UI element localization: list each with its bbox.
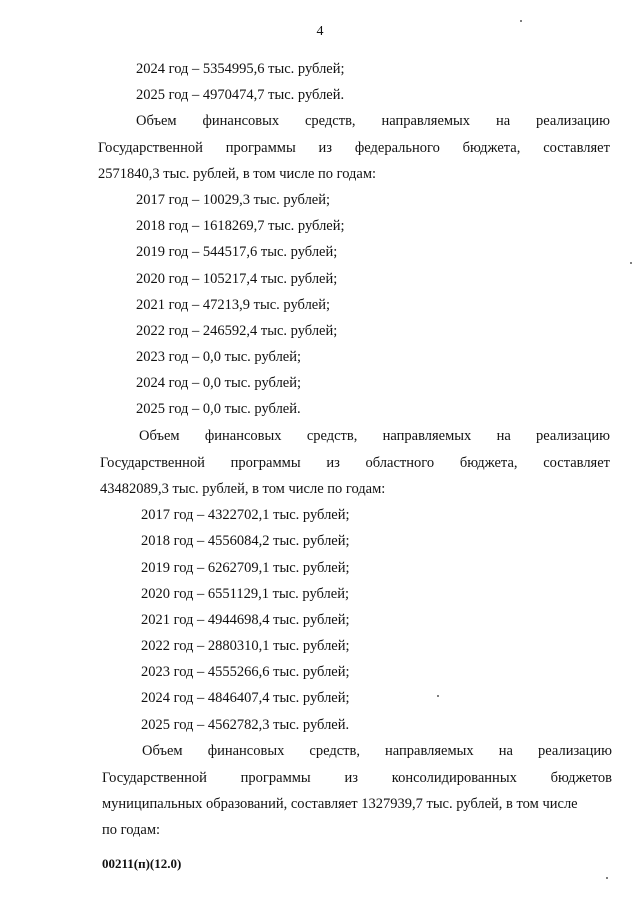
word: из <box>344 770 358 786</box>
list-item: 2025 год – 0,0 тыс. рублей. <box>136 401 301 417</box>
word: программы <box>225 140 296 156</box>
list-item: 2024 год – 0,0 тыс. рублей; <box>136 375 302 391</box>
list-item: 2022 год – 2880310,1 тыс. рублей; <box>141 638 350 654</box>
word: бюджетов <box>550 770 612 786</box>
federal-paragraph-line-3: 2571840,3 тыс. рублей, в том числе по годам: <box>98 166 377 182</box>
list-item: 2017 год – 10029,3 тыс. рублей; <box>136 192 331 208</box>
word: программы <box>240 770 311 786</box>
word: реализацию <box>536 428 610 444</box>
word: финансовых <box>207 743 285 759</box>
list-item: 2025 год – 4562782,3 тыс. рублей. <box>141 717 350 733</box>
regional-paragraph-line-1 <box>139 427 610 445</box>
word: из <box>326 455 340 471</box>
municipal-paragraph-line-3: муниципальных образований, составляет 1327939,7 тыс. рублей, в том числе <box>102 796 578 812</box>
word: из <box>318 140 333 156</box>
list-item: 2025 год – 4970474,7 тыс. рублей. <box>136 87 345 103</box>
word: Государственной <box>98 140 203 156</box>
list-item: 2019 год – 6262709,1 тыс. рублей; <box>141 560 350 576</box>
word: составляет <box>543 140 610 156</box>
word: Объем <box>136 113 177 129</box>
word: консолидированных <box>391 770 517 786</box>
word: бюджета, <box>459 455 518 471</box>
word: средств, <box>306 428 358 444</box>
list-item: 2020 год – 105217,4 тыс. рублей; <box>136 271 338 287</box>
word: реализацию <box>538 743 612 759</box>
municipal-paragraph-line-1 <box>142 742 612 760</box>
list-item: 2024 год – 4846407,4 тыс. рублей; <box>141 690 350 706</box>
regional-paragraph-line-3: 43482089,3 тыс. рублей, в том числе по годам: <box>100 481 386 497</box>
scan-speck <box>437 695 439 697</box>
municipal-paragraph-line-2 <box>102 769 612 787</box>
scan-speck <box>520 20 522 22</box>
list-item: 2018 год – 4556084,2 тыс. рублей; <box>141 533 350 549</box>
word: реализацию <box>536 113 610 129</box>
word: Государственной <box>100 455 205 471</box>
federal-paragraph-line-1 <box>136 112 610 130</box>
word: федерального <box>354 140 440 156</box>
list-item: 2020 год – 6551129,1 тыс. рублей; <box>141 586 349 602</box>
scan-speck <box>606 877 608 879</box>
list-item: 2017 год – 4322702,1 тыс. рублей; <box>141 507 350 523</box>
list-item: 2018 год – 1618269,7 тыс. рублей; <box>136 218 345 234</box>
scan-speck <box>630 262 632 264</box>
word: Объем <box>139 428 180 444</box>
word: средств, <box>309 743 360 759</box>
regional-paragraph-line-2 <box>100 454 610 472</box>
list-item: 2021 год – 47213,9 тыс. рублей; <box>136 297 331 313</box>
page-number: 4 <box>316 24 324 39</box>
list-item: 2023 год – 0,0 тыс. рублей; <box>136 349 302 365</box>
word: областного <box>365 455 435 471</box>
word: направляемых <box>382 428 472 444</box>
word: на <box>498 743 513 759</box>
document-code: 00211(п)(12.0) <box>102 856 182 871</box>
word: Государственной <box>102 770 207 786</box>
word: Объем <box>142 743 183 759</box>
list-item: 2023 год – 4555266,6 тыс. рублей; <box>141 664 350 680</box>
word: составляет <box>543 455 610 471</box>
federal-paragraph-line-2 <box>98 139 610 157</box>
word: на <box>496 428 511 444</box>
word: на <box>495 113 511 129</box>
word: финансовых <box>202 113 280 129</box>
list-item: 2019 год – 544517,6 тыс. рублей; <box>136 244 338 260</box>
word: финансовых <box>204 428 282 444</box>
word: средств, <box>305 113 356 129</box>
list-item: 2021 год – 4944698,4 тыс. рублей; <box>141 612 350 628</box>
list-item: 2024 год – 5354995,6 тыс. рублей; <box>136 61 345 77</box>
word: программы <box>230 455 301 471</box>
municipal-paragraph-line-4: по годам: <box>102 822 161 838</box>
word: направляемых <box>381 113 471 129</box>
word: бюджета, <box>462 140 521 156</box>
word: направляемых <box>385 743 474 759</box>
list-item: 2022 год – 246592,4 тыс. рублей; <box>136 323 338 339</box>
